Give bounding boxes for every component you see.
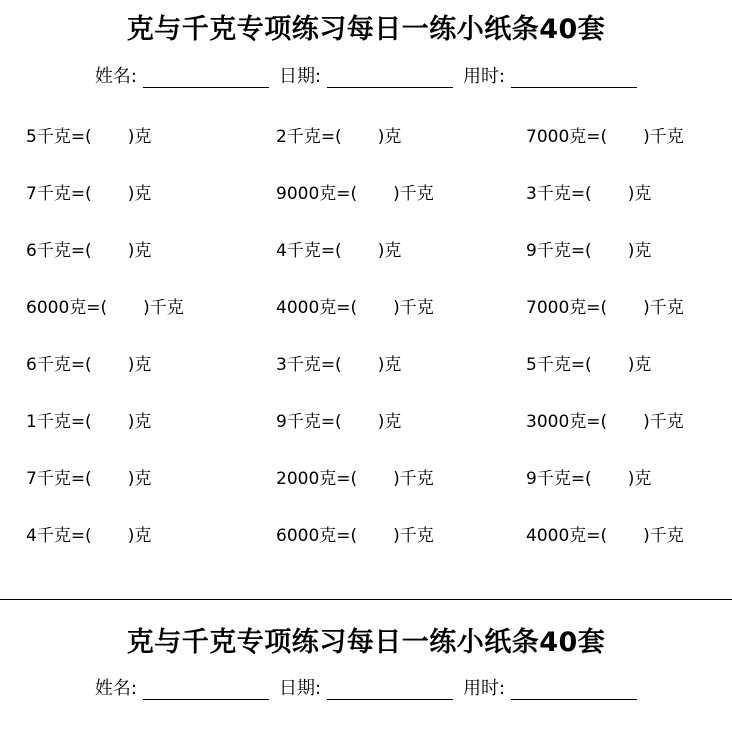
problem-grid — [26, 112, 726, 568]
name-field — [95, 66, 269, 88]
problem-left-text: 9千克=( — [526, 240, 592, 261]
problem-left-text: 6000克=( — [276, 525, 358, 546]
problem-left-text: 1千克=( — [26, 411, 92, 432]
conversion-problem — [26, 454, 276, 498]
name-field — [95, 678, 269, 700]
problem-right-text: )千克 — [643, 297, 684, 318]
conversion-problem — [526, 454, 726, 498]
problem-left-text: 6000克=( — [26, 297, 108, 318]
problem-left-text: 5千克=( — [526, 354, 592, 375]
problem-left-text: 4千克=( — [276, 240, 342, 261]
problem-right-text: )克 — [377, 354, 402, 375]
conversion-problem — [526, 226, 726, 270]
problem-right-text: )千克 — [643, 525, 684, 546]
conversion-problem — [26, 283, 276, 327]
conversion-problem — [26, 112, 276, 156]
conversion-problem — [26, 169, 276, 213]
problem-right-text: )千克 — [643, 126, 684, 147]
problem-left-text: 3千克=( — [276, 354, 342, 375]
problem-left-text: 3000克=( — [526, 411, 608, 432]
problem-left-text: 4000克=( — [276, 297, 358, 318]
problem-right-text: )克 — [377, 411, 402, 432]
conversion-problem — [526, 511, 726, 555]
conversion-problem — [526, 283, 726, 327]
problem-right-text: )千克 — [143, 297, 184, 318]
problem-right-text: )千克 — [393, 525, 434, 546]
problem-left-text: 4000克=( — [526, 525, 608, 546]
problem-right-text: )克 — [127, 240, 152, 261]
problem-left-text: 2000克=( — [276, 468, 358, 489]
problem-left-text: 5千克=( — [26, 126, 92, 147]
student-info-line — [0, 678, 732, 700]
conversion-problem — [276, 397, 526, 441]
name-blank — [143, 681, 269, 700]
conversion-problem — [526, 397, 726, 441]
conversion-problem — [526, 112, 726, 156]
name-blank — [143, 69, 269, 88]
name-label: 姓名: — [94, 66, 137, 87]
worksheet-title: 克与千克专项练习每日一练小纸条40套 — [126, 14, 606, 45]
conversion-problem — [26, 511, 276, 555]
problem-right-text: )克 — [127, 525, 152, 546]
conversion-problem — [276, 283, 526, 327]
problem-right-text: )千克 — [393, 297, 434, 318]
problem-right-text: )千克 — [393, 468, 434, 489]
problem-left-text: 9千克=( — [526, 468, 592, 489]
time-label: 用时: — [463, 678, 506, 699]
conversion-problem — [26, 397, 276, 441]
conversion-problem — [26, 226, 276, 270]
problem-right-text: )克 — [627, 183, 652, 204]
date-blank — [327, 681, 453, 700]
problem-right-text: )克 — [127, 468, 152, 489]
problem-right-text: )克 — [377, 126, 402, 147]
time-field — [463, 678, 637, 700]
problem-left-text: 2千克=( — [276, 126, 342, 147]
problem-left-text: 3千克=( — [526, 183, 592, 204]
problem-left-text: 9千克=( — [276, 411, 342, 432]
conversion-problem — [526, 169, 726, 213]
worksheet-2 — [0, 601, 732, 732]
problem-left-text: 7000克=( — [526, 126, 608, 147]
problem-right-text: )千克 — [643, 411, 684, 432]
problem-right-text: )克 — [127, 126, 152, 147]
conversion-problem — [526, 340, 726, 384]
problem-right-text: )克 — [127, 183, 152, 204]
problem-right-text: )克 — [377, 240, 402, 261]
problem-left-text: 4千克=( — [26, 525, 92, 546]
conversion-problem — [276, 340, 526, 384]
problem-right-text: )千克 — [393, 183, 434, 204]
problem-left-text: 7千克=( — [26, 468, 92, 489]
date-field — [279, 66, 453, 88]
cut-line-divider — [0, 599, 732, 600]
problem-right-text: )克 — [627, 354, 652, 375]
date-blank — [327, 69, 453, 88]
problem-left-text: 6千克=( — [26, 354, 92, 375]
date-field — [279, 678, 453, 700]
conversion-problem — [276, 112, 526, 156]
problem-left-text: 9000克=( — [276, 183, 358, 204]
conversion-problem — [276, 169, 526, 213]
problem-left-text: 6千克=( — [26, 240, 92, 261]
conversion-problem — [26, 340, 276, 384]
conversion-problem — [276, 511, 526, 555]
conversion-problem — [276, 226, 526, 270]
time-label: 用时: — [463, 66, 506, 87]
problem-left-text: 7000克=( — [526, 297, 608, 318]
time-field — [463, 66, 637, 88]
time-blank — [511, 681, 637, 700]
problem-left-text: 7千克=( — [26, 183, 92, 204]
problem-right-text: )克 — [627, 468, 652, 489]
problem-right-text: )克 — [127, 411, 152, 432]
problem-right-text: )克 — [627, 240, 652, 261]
time-blank — [511, 69, 637, 88]
problem-right-text: )克 — [127, 354, 152, 375]
date-label: 日期: — [278, 678, 322, 699]
worksheet-title: 克与千克专项练习每日一练小纸条40套 — [126, 627, 606, 658]
name-label: 姓名: — [94, 678, 137, 699]
conversion-problem — [276, 454, 526, 498]
student-info-line — [0, 66, 732, 88]
date-label: 日期: — [278, 66, 322, 87]
